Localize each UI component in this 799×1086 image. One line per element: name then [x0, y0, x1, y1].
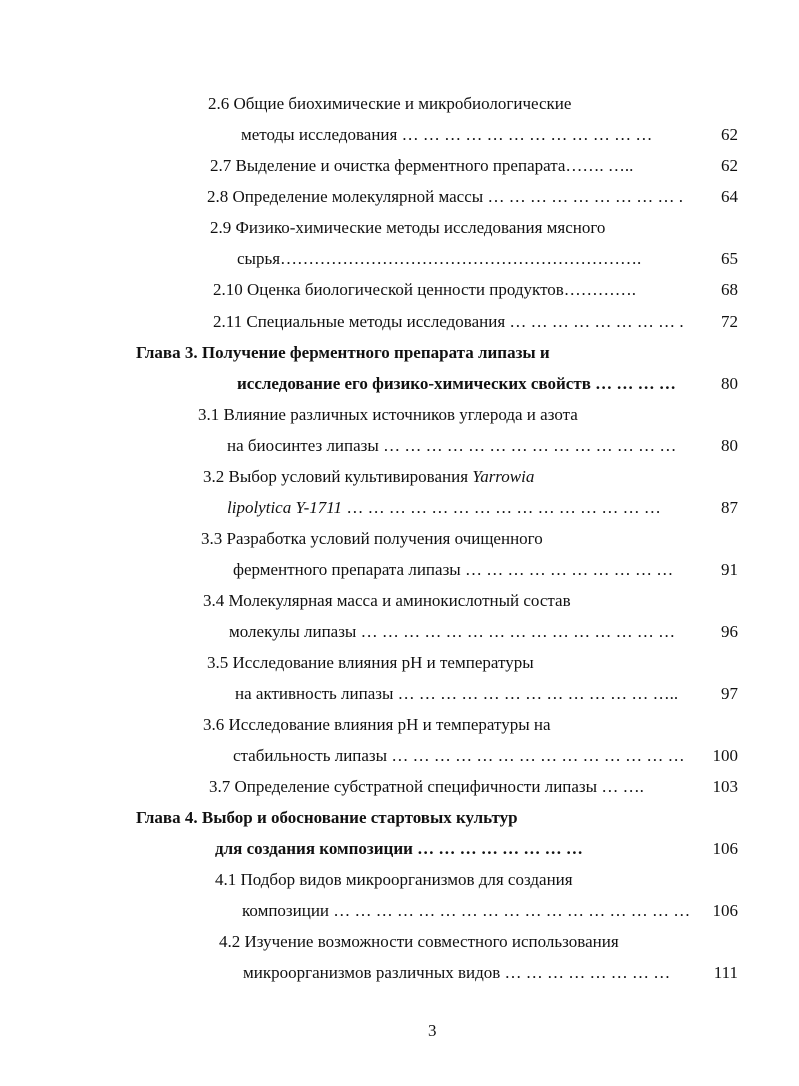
toc-page-number: 62	[721, 125, 738, 144]
toc-entry-4-2-line-2: микроорганизмов различных видов … … … … … … … …	[243, 963, 671, 982]
toc-page-number: 80	[721, 374, 738, 393]
toc-entry-2-11: 2.11 Специальные методы исследования … … … … … … … … .	[213, 312, 684, 331]
toc-page-number: 65	[721, 249, 738, 268]
toc-chapter-3-line-1: Глава 3. Получение ферментного препарата липазы и	[136, 343, 550, 362]
toc-entry-3-3-line-2: ферментного препарата липазы … … … … … … … … … …	[233, 560, 674, 579]
toc-entry-3-1-line-1: 3.1 Влияние различных источников углерода и азота	[198, 405, 578, 424]
toc-entry-4-1-line-1: 4.1 Подбор видов микроорганизмов для создания	[215, 870, 573, 889]
toc-page-number: 62	[721, 156, 738, 175]
toc-entry-3-1-line-2: на биосинтез липазы … … … … … … … … … … … … … …	[227, 436, 677, 455]
toc-entry-4-2-line-1: 4.2 Изучение возможности совместного использования	[219, 932, 619, 951]
toc-entry-2-10: 2.10 Оценка биологической ценности продуктов………….	[213, 280, 637, 299]
toc-entry-3-5-line-1: 3.5 Исследование влияния рН и температуры	[207, 653, 534, 672]
toc-page-number: 111	[713, 963, 738, 982]
page-number: 3	[428, 1021, 437, 1040]
toc-page-number: 72	[721, 312, 738, 331]
toc-entry-3-3-line-1: 3.3 Разработка условий получения очищенного	[201, 529, 543, 548]
toc-entry-3-2-line-1	[203, 467, 534, 487]
toc-entry-3-2-leader: … … … … … … … … … … … … … … …	[342, 498, 661, 517]
toc-page-number: 68	[721, 280, 738, 299]
toc-page-number: 64	[721, 187, 738, 206]
toc-page-number: 106	[712, 901, 738, 920]
toc-entry-3-5-line-2: на активность липазы … … … … … … … … … … … … …..	[235, 684, 679, 703]
toc-entry-2-6-line-2: методы исследования … … … … … … … … … … … …	[241, 125, 653, 144]
toc-entry-3-6-line-1: 3.6 Исследование влияния рН и температуры на	[203, 715, 551, 734]
toc-page-number: 97	[721, 684, 738, 703]
toc-page-number: 91	[721, 560, 738, 579]
toc-entry-3-4-line-1: 3.4 Молекулярная масса и аминокислотный состав	[203, 591, 571, 610]
toc-entry-2-6-line-1: 2.6 Общие биохимические и микробиологические	[208, 94, 572, 113]
toc-page-number: 87	[721, 498, 738, 517]
toc-chapter-4-line-1: Глава 4. Выбор и обоснование стартовых культур	[136, 808, 518, 827]
toc-entry-2-9-line-1: 2.9 Физико-химические методы исследования мясного	[210, 218, 606, 237]
toc-page-number: 100	[712, 746, 738, 765]
toc-chapter-4-line-2: для создания композиции … … … … … … … …	[215, 839, 583, 858]
toc-entry-2-7: 2.7 Выделение и очистка ферментного препарата……. …..	[210, 156, 634, 175]
toc-entry-3-2-species: lipolytica Y-1711	[227, 498, 343, 517]
toc-page-number: 96	[721, 622, 738, 641]
toc-page-number: 106	[712, 839, 738, 858]
toc-entry-4-1-line-2: композиции … … … … … … … … … … … … … … … … …	[242, 901, 691, 920]
toc-entry-3-7: 3.7 Определение субстратной специфичности липазы … ….	[209, 777, 644, 796]
toc-entry-3-4-line-2: молекулы липазы … … … … … … … … … … … … … … …	[229, 622, 676, 641]
toc-entry-2-8: 2.8 Определение молекулярной массы … … … … … … … … … .	[207, 187, 683, 206]
toc-page-number: 80	[721, 436, 738, 455]
toc-chapter-3-line-2: исследование его физико-химических свойств … … … …	[237, 374, 676, 393]
toc-entry-3-2-genus: Yarrowia	[472, 467, 535, 486]
toc-entry-3-6-line-2: стабильность липазы … … … … … … … … … … … … … …	[233, 746, 685, 765]
toc-entry-3-2-line-2	[227, 498, 661, 518]
toc-page-number: 103	[712, 777, 738, 796]
toc-entry-2-9-line-2: сырья……………………………………………………….	[237, 249, 642, 268]
toc-entry-3-2-text: 3.2 Выбор условий культивирования	[203, 467, 473, 486]
